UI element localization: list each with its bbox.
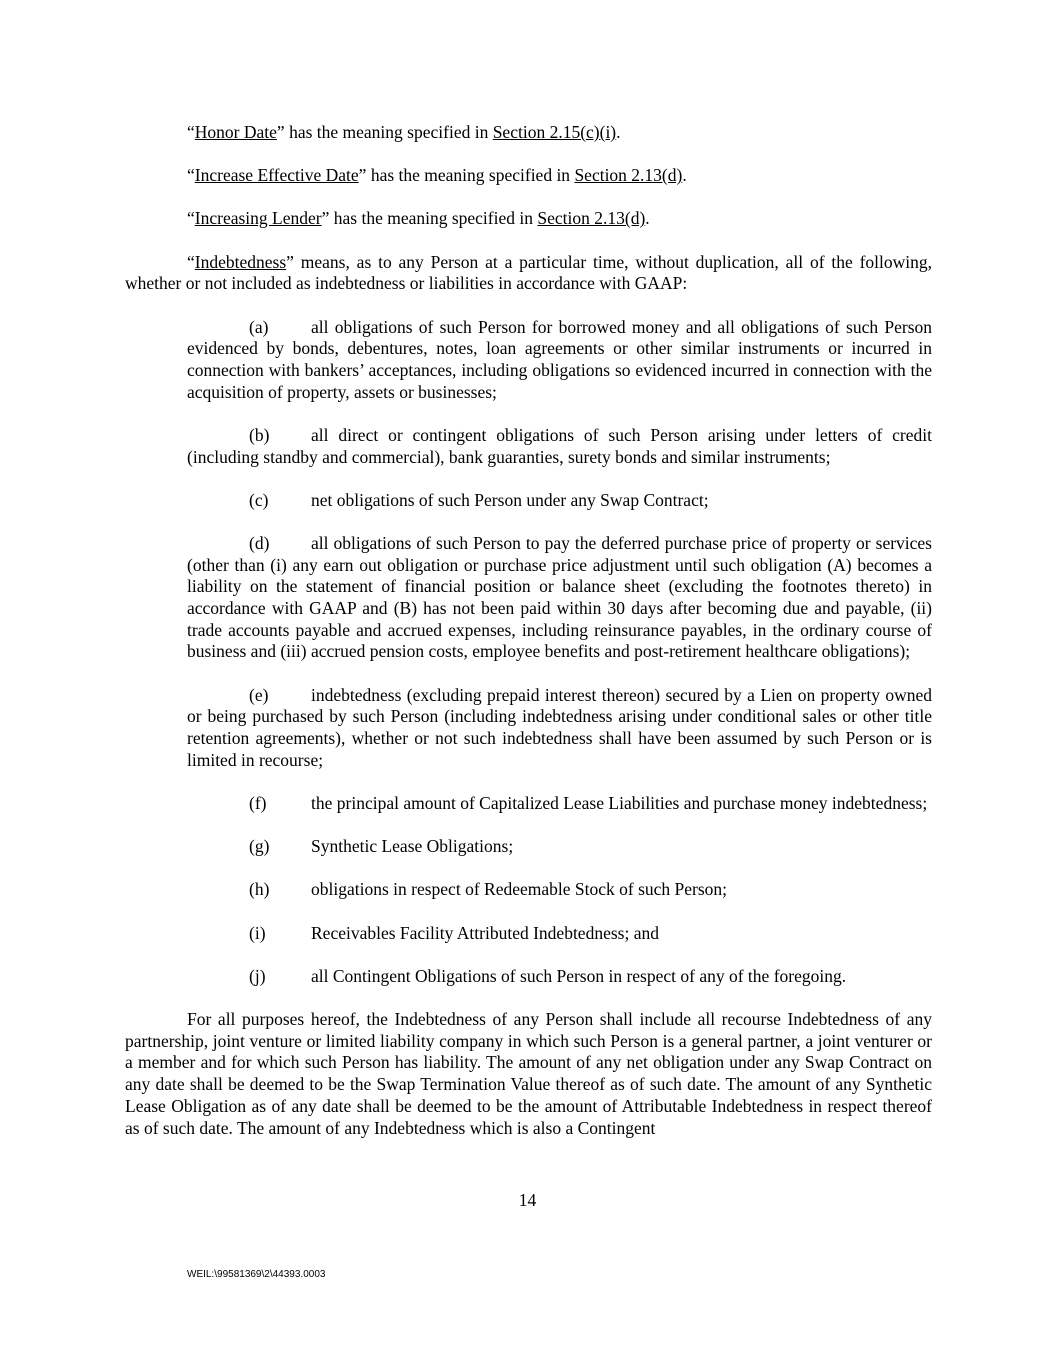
definition-honor-date: “Honor Date” has the meaning specified in Section 2.15(c)(i). <box>187 122 621 142</box>
definition-increasing-lender: “Increasing Lender” has the meaning specified in Section 2.13(d). <box>187 208 650 229</box>
clause-label: (i) <box>249 922 266 943</box>
definition-increase-effective-date: “Increase Effective Date” has the meaning specified in Section 2.13(d). <box>187 165 687 186</box>
clause-b <box>187 425 932 468</box>
section-reference: Section 2.13(d) <box>537 208 646 229</box>
clause-j <box>249 966 932 988</box>
page-number: 14 <box>518 1190 537 1210</box>
clause-f <box>187 793 932 815</box>
definition-indebtedness: “Indebtedness” means, as to any Person at a particular time, without duplication, all of the following, whether or not included as indebtedness or liabilities in accordance with GAAP: <box>125 251 932 294</box>
closing-paragraph: For all purposes hereof, the Indebtedness of any Person shall include all recourse Indebtedness of any partnership, joint venture or limited liability company in which such Person is a general partner, a joint venturer or a member and for which such Person has liability. The amount of any net obligation under any Swap Contract on any date shall be deemed to be the Swap Termination Value thereof as of such date. The amount of any Synthetic Lease Obligation as of any date shall be deemed to be the amount of Attributable Indebtedness in respect thereof as of such date. The amount of any Indebtedness which is also a Contingent <box>125 1008 932 1138</box>
defined-term: Honor Date <box>194 122 277 142</box>
clause-text: the principal amount of Capitalized Lease Liabilities and purchase money indebtedness; <box>311 792 928 813</box>
clause-text: Receivables Facility Attributed Indebtedness; and <box>311 922 659 943</box>
clause-text: all obligations of such Person for borrowed money and all obligations of such Person evidenced by bonds, debentures, notes, loan agreements or other similar instruments or incurred in connection with bankers’ acceptances, including obligations so evidenced incurred in connection with the acquisition of property, assets or businesses; <box>187 316 932 402</box>
clause-d <box>187 533 932 663</box>
clause-c <box>249 490 932 512</box>
defined-term: Increasing Lender <box>194 208 322 229</box>
clause-a <box>187 317 932 404</box>
clause-text: obligations in respect of Redeemable Stock of such Person; <box>311 879 728 900</box>
clause-label: (h) <box>249 879 270 900</box>
section-reference: Section 2.15(c)(i) <box>492 122 617 142</box>
clause-text: all obligations of such Person to pay the deferred purchase price of property or services (other than (i) any earn out obligation or purchase price adjustment until such obligation (A) becomes a liability on the statement of financial position or balance sheet (excluding the footnotes thereto) in accordance with GAAP and (B) has not been paid within 30 days after becoming due and payable, (ii) trade accounts payable and accrued expenses, including reinsurance payables, in the ordinary course of business and (iii) accrued pension costs, employee benefits and post-retirement healthcare obligations); <box>187 532 932 662</box>
clause-label: (j) <box>249 965 266 986</box>
section-reference: Section 2.13(d) <box>574 165 683 186</box>
clause-g <box>249 836 932 858</box>
clause-text: all Contingent Obligations of such Person in respect of any of the foregoing. <box>311 965 847 986</box>
clause-label: (d) <box>249 532 270 553</box>
clause-text: all direct or contingent obligations of such Person arising under letters of credit (including standby and commercial), bank guaranties, surety bonds and similar instruments; <box>187 424 932 467</box>
clause-e <box>187 685 932 772</box>
defined-term: Indebtedness <box>194 251 287 272</box>
clause-text: indebtedness (excluding prepaid interest thereon) secured by a Lien on property owned or being purchased by such Person (including indebtedness arising under conditional sales or other title retention agreements), whether or not such indebtedness shall have been assumed by such Person or is limited in recourse; <box>187 684 932 770</box>
page-body <box>125 122 932 1139</box>
clause-text: net obligations of such Person under any Swap Contract; <box>311 489 709 510</box>
clause-text: Synthetic Lease Obligations; <box>311 836 514 857</box>
clause-label: (a) <box>249 316 269 337</box>
clause-label: (b) <box>249 424 270 445</box>
clause-label: (f) <box>249 792 267 813</box>
clause-i <box>249 923 932 945</box>
document-footer-id: WEIL:\99581369\2\44393.0003 <box>187 1269 326 1280</box>
defined-term: Increase Effective Date <box>194 165 359 186</box>
clause-h <box>249 879 932 901</box>
clause-label: (e) <box>249 684 269 705</box>
clause-label: (g) <box>249 836 270 857</box>
clause-label: (c) <box>249 489 269 510</box>
